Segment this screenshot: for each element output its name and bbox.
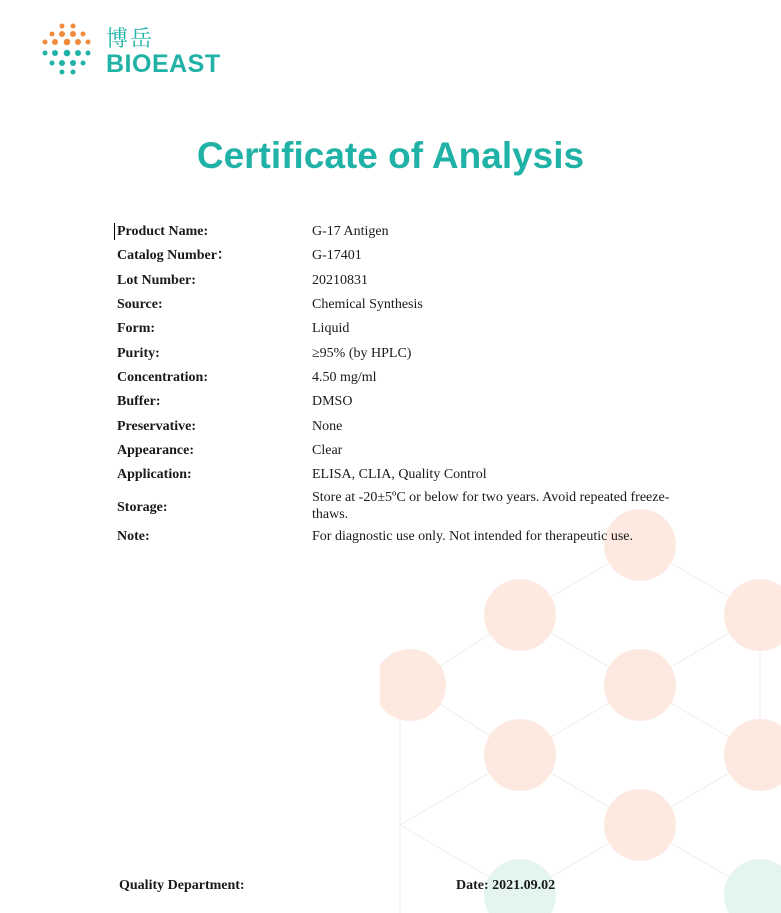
field-label: Note: <box>117 529 150 544</box>
company-logo <box>40 22 220 80</box>
field-label: Application: <box>117 467 192 482</box>
logo-dots-icon <box>40 22 100 80</box>
field-label: Purity: <box>117 346 160 361</box>
field-label: Preservative: <box>117 419 197 434</box>
logo-brand-name: BIOEAST <box>106 50 221 78</box>
field-label: Form: <box>117 321 156 336</box>
certificate-date: Date: 2021.09.02 <box>456 878 556 893</box>
field-label: Buffer: <box>117 394 161 409</box>
page-title: Certificate of Analysis <box>196 135 585 176</box>
field-label: Product Name: <box>117 224 209 239</box>
text-cursor <box>114 223 115 240</box>
field-value: ≥95% (by HPLC) <box>312 346 412 361</box>
field-value: G-17 Antigen <box>312 224 389 239</box>
field-value: 20210831 <box>312 273 368 288</box>
field-label: Catalog Number： <box>117 248 231 263</box>
field-value: G-17401 <box>312 248 362 263</box>
field-value: DMSO <box>312 394 353 409</box>
field-value: For diagnostic use only. Not intended for therapeutic use. <box>312 529 634 544</box>
background-molecule-decoration <box>380 500 781 913</box>
field-label: Lot Number: <box>117 273 196 288</box>
logo-chinese-name: 博岳 <box>106 27 155 52</box>
field-value: Chemical Synthesis <box>312 297 423 312</box>
field-value: Clear <box>312 443 343 458</box>
quality-department-label: Quality Department: <box>119 878 245 893</box>
field-value: Liquid <box>312 321 350 336</box>
field-label: Storage: <box>117 500 168 515</box>
field-value: Store at -20±5ºC or below for two years. Avoid repeated freeze-thaws. <box>312 490 670 522</box>
field-value: None <box>312 419 343 434</box>
field-label: Source: <box>117 297 163 312</box>
field-label: Appearance: <box>117 443 194 458</box>
field-label: Concentration: <box>117 370 208 385</box>
field-value: 4.50 mg/ml <box>312 370 377 385</box>
field-value: ELISA, CLIA, Quality Control <box>312 467 487 482</box>
